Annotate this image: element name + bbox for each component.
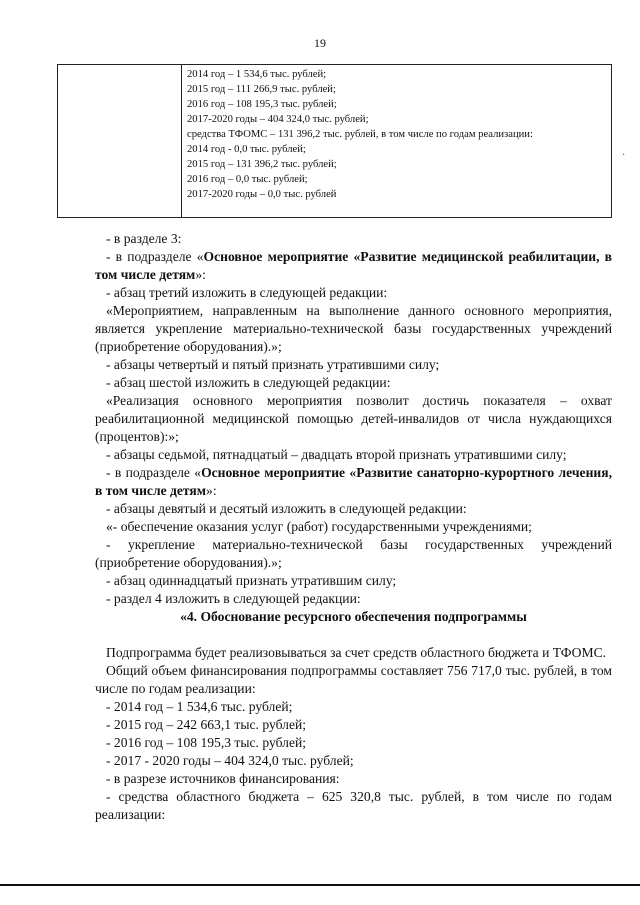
paragraph bbox=[95, 248, 612, 284]
table-line: 2016 год – 108 195,3 тыс. рублей; bbox=[187, 99, 337, 110]
section-heading: «4. Обоснование ресурсного обеспечения подпрограммы bbox=[180, 609, 527, 624]
paragraph: - 2014 год – 1 534,6 тыс. рублей; bbox=[106, 699, 293, 714]
paragraph: «- обеспечение оказания услуг (работ) государственными учреждениями; bbox=[106, 519, 532, 534]
paragraph bbox=[95, 464, 612, 500]
paragraph: - абзац шестой изложить в следующей редакции: bbox=[106, 375, 391, 390]
paragraph: - в разрезе источников финансирования: bbox=[106, 771, 340, 786]
margin-mark: · bbox=[622, 150, 626, 161]
paragraph: - 2015 год – 242 663,1 тыс. рублей; bbox=[106, 717, 307, 732]
paragraph: - в разделе 3: bbox=[106, 231, 182, 246]
paragraph: «Мероприятием, направленным на выполнение данного основного мероприятия, является укрепление материально-технической базы государственных учреждений (приобретение оборудования).»; bbox=[95, 303, 612, 354]
table-line: 2015 год – 111 266,9 тыс. рублей; bbox=[187, 84, 336, 95]
table-line: 2017-2020 годы – 404 324,0 тыс. рублей; bbox=[187, 114, 369, 125]
table-left-cell bbox=[58, 65, 182, 217]
paragraph-text: - в подразделе « bbox=[106, 465, 202, 480]
paragraph: - 2017 - 2020 годы – 404 324,0 тыс. рублей; bbox=[106, 753, 354, 768]
footer-rule bbox=[0, 884, 640, 886]
paragraph: «Реализация основного мероприятия позволит достичь показателя – охват реабилитационной медицинской помощью детей-инвалидов от числа нуждающихся (процентов):»; bbox=[95, 393, 612, 444]
document-body bbox=[95, 230, 612, 824]
funding-table bbox=[57, 64, 612, 218]
paragraph: Подпрограмма будет реализовываться за счет средств областного бюджета и ТФОМС. bbox=[106, 645, 607, 660]
paragraph: - средства областного бюджета – 625 320,8 тыс. рублей, в том числе по годам реализации: bbox=[95, 789, 612, 822]
page-number: 19 bbox=[314, 36, 326, 50]
subsection-title: Основное мероприятие «Развитие санаторно-курортного лечения, в том числе детям bbox=[95, 465, 612, 498]
paragraph: - абзацы четвертый и пятый признать утратившими силу; bbox=[106, 357, 440, 372]
table-line: 2014 год - 0,0 тыс. рублей; bbox=[187, 144, 306, 155]
paragraph: - абзацы седьмой, пятнадцатый – двадцать второй признать утратившими силу; bbox=[106, 447, 567, 462]
paragraph: - укрепление материально-технической базы государственных учреждений (приобретение оборудования).»; bbox=[95, 537, 612, 570]
paragraph: - абзацы девятый и десятый изложить в следующей редакции: bbox=[106, 501, 467, 516]
table-line: 2017-2020 годы – 0,0 тыс. рублей bbox=[187, 189, 337, 200]
table-line: средства ТФОМС – 131 396,2 тыс. рублей, в том числе по годам реализации: bbox=[187, 129, 533, 140]
paragraph: - абзац одиннадцатый признать утратившим силу; bbox=[106, 573, 397, 588]
paragraph: - абзац третий изложить в следующей редакции: bbox=[106, 285, 388, 300]
paragraph: - раздел 4 изложить в следующей редакции: bbox=[106, 591, 361, 606]
paragraph: - 2016 год – 108 195,3 тыс. рублей; bbox=[106, 735, 307, 750]
paragraph-text: »: bbox=[206, 483, 217, 498]
paragraph-text: - в подразделе « bbox=[106, 249, 204, 264]
subsection-title: Основное мероприятие «Развитие медицинской реабилитации, в том числе детям bbox=[95, 249, 612, 282]
table-line: 2014 год – 1 534,6 тыс. рублей; bbox=[187, 69, 327, 80]
table-line: 2016 год – 0,0 тыс. рублей; bbox=[187, 174, 308, 185]
table-right-cell bbox=[187, 67, 607, 202]
table-line: 2015 год – 131 396,2 тыс. рублей; bbox=[187, 159, 337, 170]
paragraph-text: »: bbox=[195, 267, 206, 282]
paragraph: Общий объем финансирования подпрограммы составляет 756 717,0 тыс. рублей, в том числе по годам реализации: bbox=[95, 663, 612, 696]
